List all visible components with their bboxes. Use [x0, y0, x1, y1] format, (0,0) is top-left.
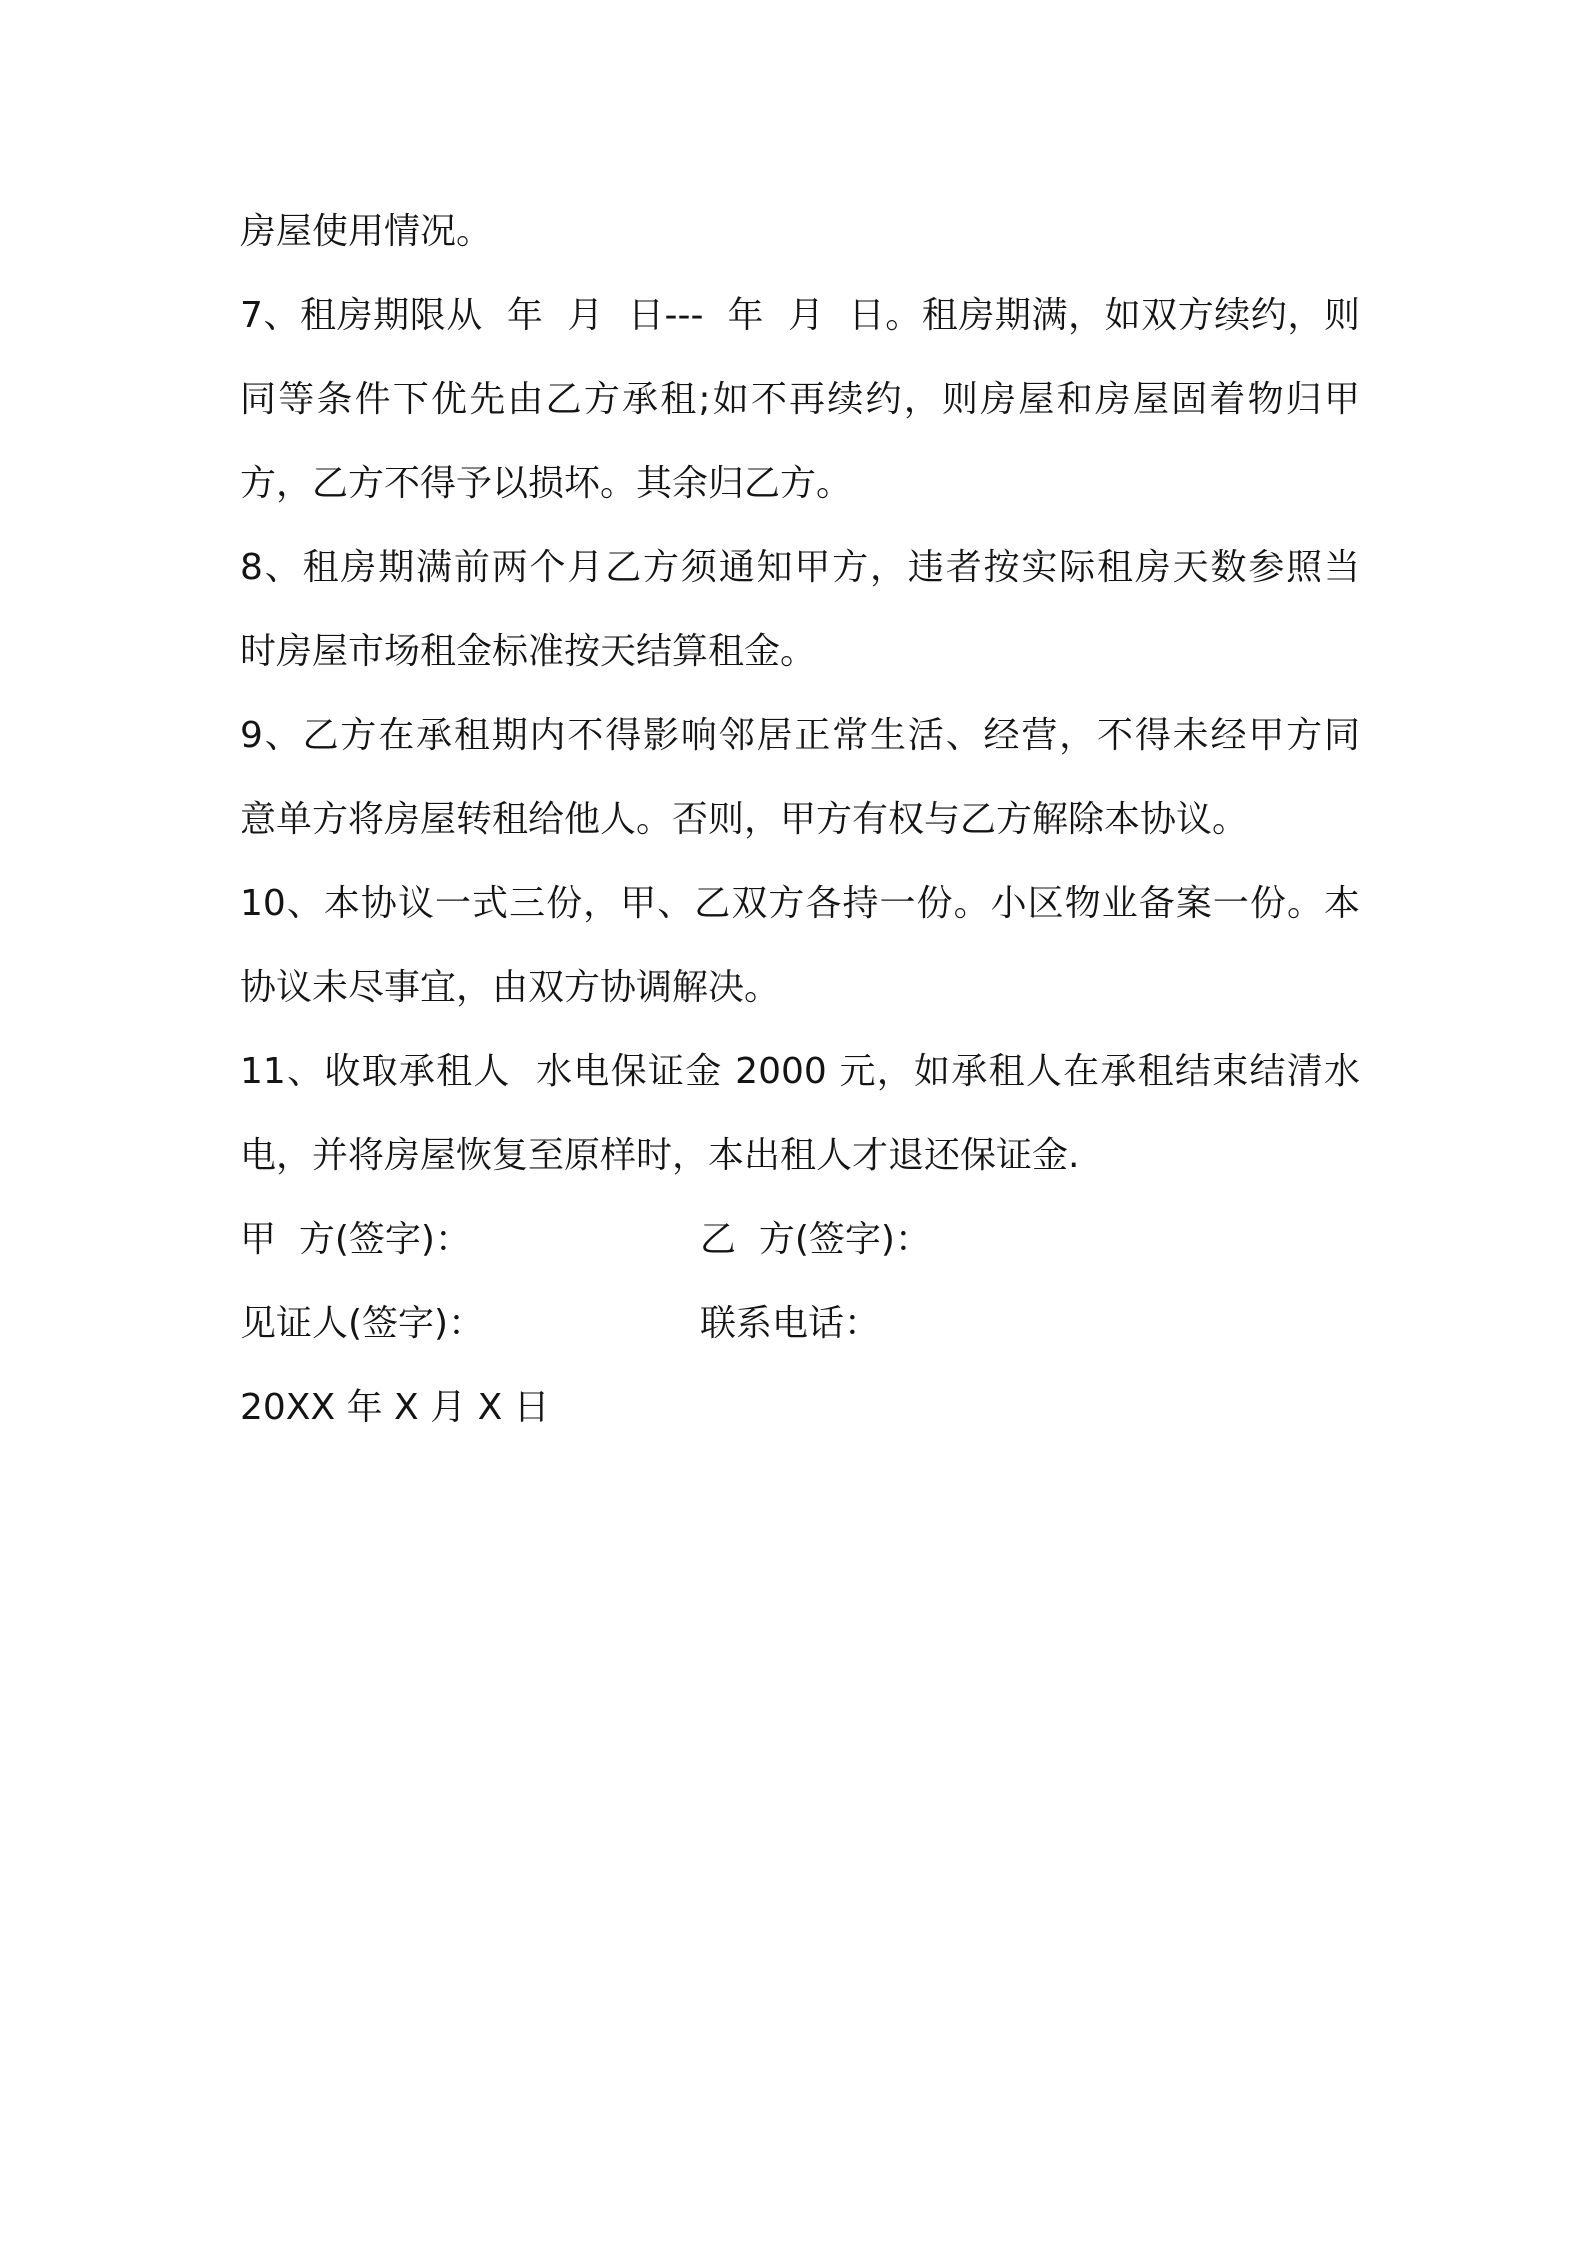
- document-body: [240, 190, 1360, 1450]
- paragraph-line: 方，乙方不得予以损坏。其余归乙方。: [240, 463, 853, 504]
- signature-row-witness: [240, 1282, 1360, 1366]
- paragraph-line: 8、租房期满前两个月乙方须通知甲方，违者按实际租房天数参照当: [240, 547, 1360, 588]
- paragraph-line: 时房屋市场租金标准按天结算租金。: [240, 631, 817, 672]
- paragraph-line: 电，并将房屋恢复至原样时，本出租人才退还保证金.: [240, 1135, 1080, 1176]
- paragraph-line: 7、租房期限从 年 月 日--- 年 月 日。租房期满，如双方续约，则: [240, 295, 1360, 336]
- paragraph-line: 同等条件下优先由乙方承租;如不再续约，则房屋和房屋固着物归甲: [240, 379, 1360, 420]
- document-date: 20XX 年 X 月 X 日: [240, 1387, 550, 1428]
- party-a-signature-label: 甲 方(签字)：: [240, 1219, 471, 1260]
- signature-row-parties: [240, 1198, 1360, 1282]
- paragraph-line: 9、乙方在承租期内不得影响邻居正常生活、经营，不得未经甲方同: [240, 715, 1360, 756]
- party-b-signature-label: 乙 方(签字)：: [700, 1219, 931, 1260]
- paragraph-line: 意单方将房屋转租给他人。否则，甲方有权与乙方解除本协议。: [240, 799, 1249, 840]
- paragraph-line: 10、本协议一式三份，甲、乙双方各持一份。小区物业备案一份。本: [240, 883, 1360, 924]
- paragraph-line: 房屋使用情况。: [240, 211, 493, 252]
- paragraph-line: 协议未尽事宜，由双方协调解决。: [240, 967, 781, 1008]
- witness-signature-label: 见证人(签字)：: [240, 1303, 485, 1344]
- paragraph-line: 11、收取承租人 水电保证金 2000 元，如承租人在承租结束结清水: [240, 1051, 1360, 1092]
- phone-label: 联系电话：: [700, 1303, 881, 1344]
